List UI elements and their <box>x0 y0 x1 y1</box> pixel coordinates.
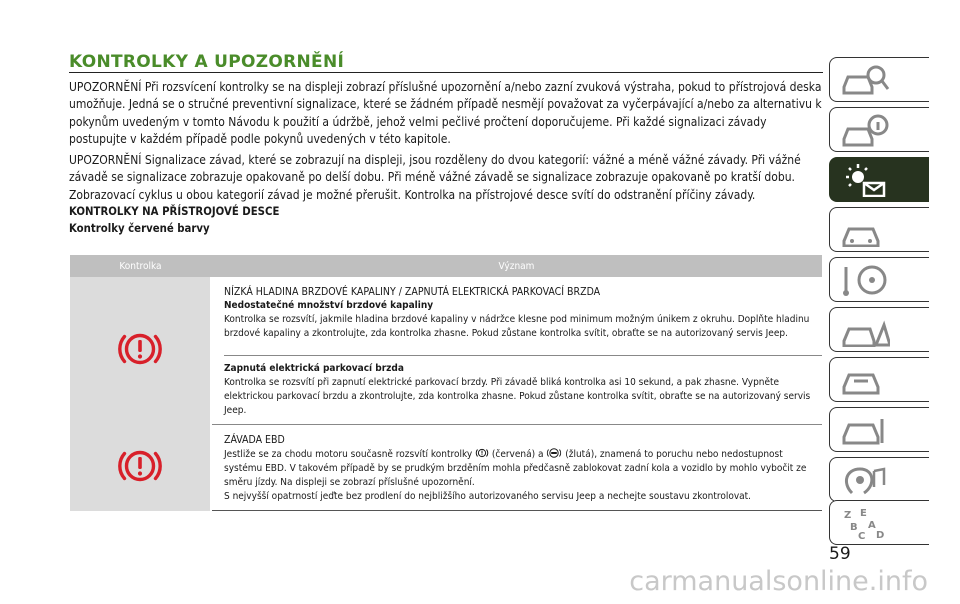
section-heading: KONTROLKY NA PŘÍSTROJOVÉ DESCE <box>69 205 280 218</box>
car-hazard-icon <box>840 313 890 347</box>
row-divider <box>224 355 822 362</box>
tab-hazard[interactable] <box>829 307 929 352</box>
subsection-heading: Kontrolky červené barvy <box>69 222 210 235</box>
icon-cell <box>70 277 211 425</box>
watermark: carmanualsonline.info <box>629 566 928 597</box>
brake-warning-icon <box>114 323 166 375</box>
svg-text:B: B <box>850 522 858 533</box>
entry-text-a: Jestliže se za chodu motoru současně rozsvítí kontrolky <box>224 449 473 460</box>
page-number: 59 <box>829 544 851 564</box>
column-header-light: Kontrolka <box>70 255 211 277</box>
entry-subtitle: Nedostatečné množství brzdové kapaliny <box>224 300 434 311</box>
tab-safety[interactable] <box>829 207 929 252</box>
warning-lights-icon <box>840 163 890 197</box>
tab-steering[interactable] <box>829 257 929 302</box>
tab-specs[interactable] <box>829 407 929 452</box>
page-title: KONTROLKY A UPOZORNĚNÍ <box>69 52 345 72</box>
tab-warning-lights[interactable] <box>829 157 929 202</box>
abs-warning-icon <box>546 447 562 459</box>
entry-text-c: (žlutá), znamená to poruchu nebo nedostupnost systému EBD. V takovém případě by se prudkým brzděním mohla předčasně zablokovat zadní kola a vozidlo by mohlo vybočit ze směru jízdy. Na displeji se zobrazí příslušné upozornění. <box>224 449 807 488</box>
entry-text: Kontrolka se rozsvítí při zapnutí elektrické parkovací brzdy. Při závadě bliká kontrolka asi 10 sekund, a pak zhasne. Vypněte elektrickou parkovací brzdu a zkontrolujte, zda kontrolka zhasne. Pokud zůstane kontrolka svítit, obraťte se na autorizovaný servis Jeep. <box>224 377 811 416</box>
warning-lights-table <box>70 255 822 511</box>
brake-warning-icon <box>114 440 166 492</box>
table-row <box>70 277 822 425</box>
intro-paragraph-1: UPOZORNĚNÍ Při rozsvícení kontrolky se na displeji zobrazí příslušné upozornění a/nebo zazní zvuková výstraha, pokud to přístrojová deska umožňuje. Jedná se o stručné preventivní signalizace, které se žádném případě nesmějí považovat za vyčerpávající a/nebo za alternativu k pokynům uvedeným v tomto Návodu k použití a údržbě, jehož velmi pečlivé pročtení doporučujeme. Při každé signalizaci závady postupujte v každém případě podle pokynů uvedených v této kapitole. <box>69 80 822 146</box>
entry-subtitle: Zapnutá elektrická parkovací brzda <box>224 363 404 374</box>
car-safety-icon <box>840 213 890 247</box>
entry-text-b: (červená) a <box>491 449 544 460</box>
car-specs-icon <box>840 413 890 447</box>
steering-wheel-icon <box>840 263 890 297</box>
multimedia-icon <box>840 463 890 497</box>
brake-warning-icon <box>475 447 489 459</box>
row-description <box>211 425 822 511</box>
tab-service[interactable] <box>829 357 929 402</box>
tab-index[interactable] <box>829 500 929 545</box>
svg-text:Z: Z <box>844 510 852 521</box>
car-tools-icon <box>840 363 890 397</box>
entry-text <box>224 447 818 490</box>
svg-text:A: A <box>868 520 876 531</box>
column-header-meaning: Význam <box>211 255 822 277</box>
title-rule <box>69 72 823 73</box>
alphabet-index-icon <box>840 506 890 540</box>
entry-title: NÍZKÁ HLADINA BRZDOVÉ KAPALINY / ZAPNUTÁ ELEKTRICKÁ PARKOVACÍ BRZDA <box>224 286 601 298</box>
row-description <box>211 277 822 425</box>
table-row <box>70 425 822 511</box>
table-header-row <box>70 255 822 277</box>
icon-cell <box>70 425 211 511</box>
svg-text:C: C <box>858 531 866 540</box>
svg-text:D: D <box>876 530 885 540</box>
entry-title: ZÁVADA EBD <box>224 434 285 446</box>
entry-text: Kontrolka se rozsvítí, jakmile hladina brzdové kapaliny v nádržce klesne pod minimum možným únikem z okruhu. Doplňte hladinu brzdové kapaliny a zkontrolujte, zda kontrolka zhasne. Pokud zůstane kontrolka svítit, obraťte se na autorizovaný servis Jeep. <box>224 314 810 339</box>
intro-paragraph-2: UPOZORNĚNÍ Signalizace závad, které se zobrazují na displeji, jsou rozděleny do dvou kategorií: vážné a méně vážné závady. Při vážné závadě se signalizace zobrazuje opakovaně po delší dobu. Při méně vážné závadě se signalizace zobrazuje opakovaně po kratší dobu. Zobrazovací cyklus u obou kategorií závad je možné přerušit. Kontrolka na přístrojové desce svítí do odstranění příčiny závady. <box>69 153 801 202</box>
entry-text: S nejvyšší opatrností jeďte bez prodlení do nejbližšího autorizovaného servisu Jeep a nechejte soustavu zkontrolovat. <box>224 491 752 502</box>
tab-search-car[interactable] <box>829 57 929 102</box>
tab-multimedia[interactable] <box>829 457 929 502</box>
svg-text:E: E <box>860 508 867 519</box>
search-car-icon <box>840 63 890 97</box>
tab-info-car[interactable] <box>829 107 929 152</box>
info-car-icon <box>840 113 890 147</box>
